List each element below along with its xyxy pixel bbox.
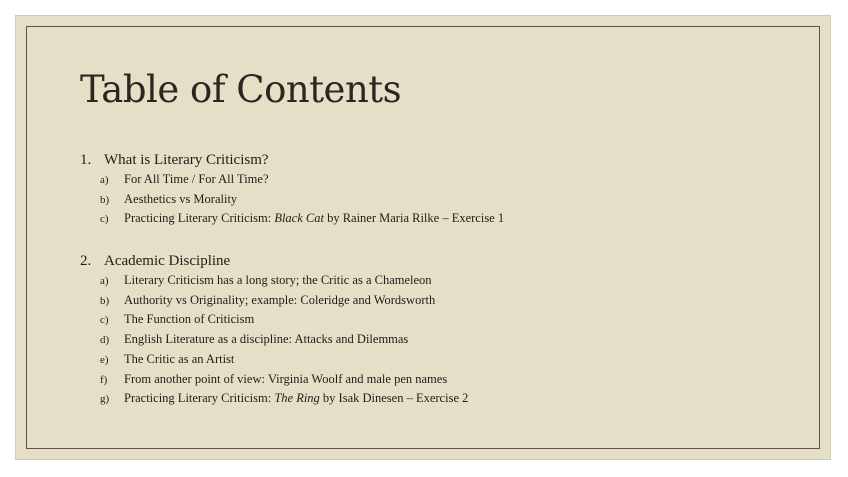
item-letter: b) bbox=[100, 193, 110, 206]
item-text: Authority vs Originality; example: Coleridge and Wordsworth bbox=[124, 292, 436, 307]
section-number: 2. bbox=[80, 253, 92, 270]
list-item bbox=[80, 190, 504, 210]
slide-title: Table of Contents bbox=[80, 68, 402, 111]
item-letter: c) bbox=[100, 213, 109, 226]
toc-section-2 bbox=[80, 251, 504, 409]
section-title: What is Literary Criticism? bbox=[104, 152, 269, 168]
table-of-contents bbox=[80, 150, 504, 431]
item-letter: b) bbox=[100, 294, 110, 307]
section-heading bbox=[80, 251, 504, 271]
item-text: For All Time / For All Time? bbox=[124, 172, 269, 186]
item-letter: f) bbox=[100, 373, 108, 386]
section-title: Academic Discipline bbox=[104, 253, 231, 270]
list-item bbox=[80, 389, 504, 409]
item-text-prefix: Practicing Literary Criticism: bbox=[124, 211, 275, 226]
item-text: From another point of view: Virginia Woolf and male pen names bbox=[124, 371, 448, 386]
list-item bbox=[80, 291, 504, 311]
slide bbox=[15, 15, 831, 460]
list-item bbox=[80, 271, 504, 291]
section-number: 1. bbox=[80, 152, 92, 168]
item-text-suffix: by Isak Dinesen – Exercise 2 bbox=[319, 391, 469, 406]
item-text: Literary Criticism has a long story; the Critic as a Chameleon bbox=[124, 273, 432, 288]
item-letter: a) bbox=[100, 275, 109, 288]
item-text-prefix: Practicing Literary Criticism: bbox=[124, 391, 275, 406]
item-letter: e) bbox=[100, 353, 109, 366]
list-item bbox=[80, 170, 504, 190]
list-item bbox=[80, 209, 504, 229]
item-letter: a) bbox=[100, 174, 109, 186]
item-text: Aesthetics vs Morality bbox=[124, 191, 238, 206]
sub-list bbox=[80, 170, 504, 229]
item-text: The Function of Criticism bbox=[124, 312, 255, 327]
item-letter: c) bbox=[100, 314, 109, 327]
item-letter: g) bbox=[100, 393, 110, 406]
item-text-suffix: by Rainer Maria Rilke – Exercise 1 bbox=[323, 211, 505, 226]
item-text: English Literature as a discipline: Attacks and Dilemmas bbox=[124, 332, 409, 347]
item-text: The Critic as an Artist bbox=[124, 351, 235, 366]
item-letter: d) bbox=[100, 334, 110, 347]
work-title: Black Cat bbox=[274, 211, 324, 226]
list-item bbox=[80, 330, 504, 350]
section-heading bbox=[80, 150, 504, 170]
sub-list bbox=[80, 271, 504, 409]
work-title: The Ring bbox=[274, 391, 320, 406]
list-item bbox=[80, 310, 504, 330]
list-item bbox=[80, 350, 504, 370]
list-item bbox=[80, 370, 504, 390]
toc-section-1 bbox=[80, 150, 504, 229]
